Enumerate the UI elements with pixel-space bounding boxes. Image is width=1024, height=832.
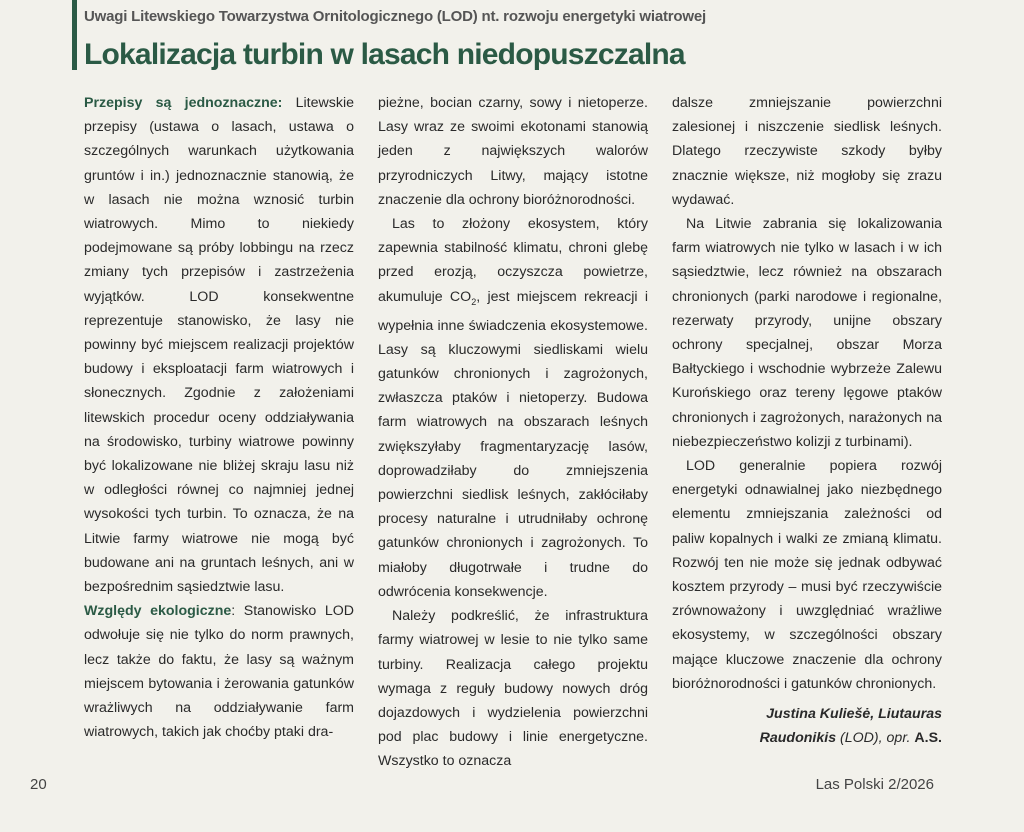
column-3 <box>672 91 942 747</box>
paragraph <box>84 91 354 599</box>
paragraph: pieżne, bocian czarny, sowy i nietoperze. Lasy wraz ze swoimi ekotonami stanowią jeden z największych walorów przyrodniczych Litwy, mający istotne znaczenie dla ochrony bioróżnorodności. <box>378 95 648 208</box>
article-body <box>84 91 944 770</box>
article-kicker: Uwagi Litewskiego Towarzystwa Ornitologicznego (LOD) nt. rozwoju energetyki wiatrowej <box>84 8 706 25</box>
publication-info: Las Polski 2/2026 <box>815 776 934 793</box>
author-name: Raudonikis <box>759 730 837 747</box>
paragraph <box>84 599 354 744</box>
editor-initials: A.S. <box>914 730 942 747</box>
lead-in: Przepisy są jednoznaczne: <box>84 95 283 111</box>
subscript: 2 <box>471 296 477 307</box>
accent-bar <box>72 0 77 70</box>
paragraph <box>378 212 648 604</box>
author-affiliation: (LOD), opr. <box>836 730 915 747</box>
page-number: 20 <box>30 776 47 793</box>
paragraph: Należy podkreślić, że infrastruktura farmy wiatrowej w lesie to nie tylko same turbiny. Realizacja całego projektu wymaga z reguły budowy nowych dróg dojazdowych i wydzielenia powierzchni pod plac budowy i linie energetyczne. Wszystko to oznacza <box>378 608 648 770</box>
paragraph: LOD generalnie popiera rozwój energetyki odnawialnej jako niezbędnego elementu zmniejszania zależności od paliw kopalnych i walki ze zmianą klimatu. Rozwój ten nie może się jednak odbywać kosztem przyrody – musi być rzeczywiście zrównoważony i uwzględniać wrażliwe ekosystemy, w szczególności obszary mające kluczowe znaczenie dla ochrony bioróżnorodności i gatunków chronionych. <box>672 458 942 692</box>
paragraph: Na Litwie zabrania się lokalizowania farm wiatrowych nie tylko w lasach i w ich sąsiedztwie, lecz również na obszarach chronionych (parki narodowe i regionalne, rezerwaty przyrody, unijne obszary ochrony specjalnej, obszar Morza Bałtyckiego i wschodnie wybrzeże Zalewu Kurońskiego oraz tereny lęgowe ptaków chronionych i zagrożonych, narażonych na niebezpieczeństwo kolizji z turbinami). <box>672 216 942 450</box>
author-names: Justina Kuliešė, Liutauras <box>766 706 942 723</box>
paragraph-text: : Stanowisko LOD odwołuje się nie tylko do norm prawnych, lecz także do faktu, że lasy są ważnym miejscem bytowania i żerowania gatunków wrażliwych na oddziaływanie farm wiatrowych, takich jak choćby ptaki dra- <box>84 603 354 741</box>
paragraph-text: , jest miejscem rekreacji i wypełnia inne świadczenia ekosystemowe. Lasy są kluczowymi siedliskami wielu gatunków chronionych i zagrożonych, zwłaszcza ptaków i nietoperzy. Budowa farm wiatrowych na obszarach leśnych zwiększyłaby fragmentaryzację lasów, doprowadziłaby do zmniejszenia powierzchni siedlisk leśnych, zakłóciłaby procesy naturalne i utrudniłaby ochronę gatunków chronionych i zagrożonych. To miałoby długotrwałe i trudne do odwrócenia konsekwencje. <box>378 288 648 600</box>
lead-in: Względy ekologiczne <box>84 603 232 620</box>
article-title: Lokalizacja turbin w lasach niedopuszczalna <box>84 38 685 71</box>
paragraph-text: Litewskie przepisy (ustawa o lasach, ustawa o szczególnych warunkach użytkowania gruntów i in.) jednoznacznie stanowią, że w lasach nie można wznosić turbin wiatrowych. Mimo to niekiedy podejmowane są próby lobbingu na rzecz zmiany tych przepisów i zastrzeżenia wyjątków. LOD konsekwentne reprezentuje stanowisko, że lasy nie powinny być miejscem realizacji projektów budowy i eksploatacji farm wiatrowych i słonecznych. Zgodnie z założeniami litewskich procedur oceny oddziaływania na środowisko, turbiny wiatrowe powinny być lokalizowane nie bliżej skraju lasu niż w odległości równej co najmniej jednej wysokości tych turbin. To oznacza, że na Litwie farmy wiatrowe nie mogą być budowane ani na gruntach leśnych, ani w bezpośrednim sąsiedztwie lasu. <box>84 95 354 596</box>
column-1 <box>84 91 354 741</box>
author-signature <box>672 702 942 750</box>
paragraph: dalsze zmniejszanie powierzchni zalesionej i niszczenie siedlisk leśnych. Dlatego rzeczywiste szkody byłby znacznie większe, niż mogłoby się zrazu wydawać. <box>672 95 942 208</box>
column-2 <box>378 91 648 770</box>
paragraph-text: Las to złożony ekosystem, który zapewnia stabilność klimatu, chroni glebę przed erozją, oczyszcza powietrze, akumuluje CO <box>378 216 648 305</box>
